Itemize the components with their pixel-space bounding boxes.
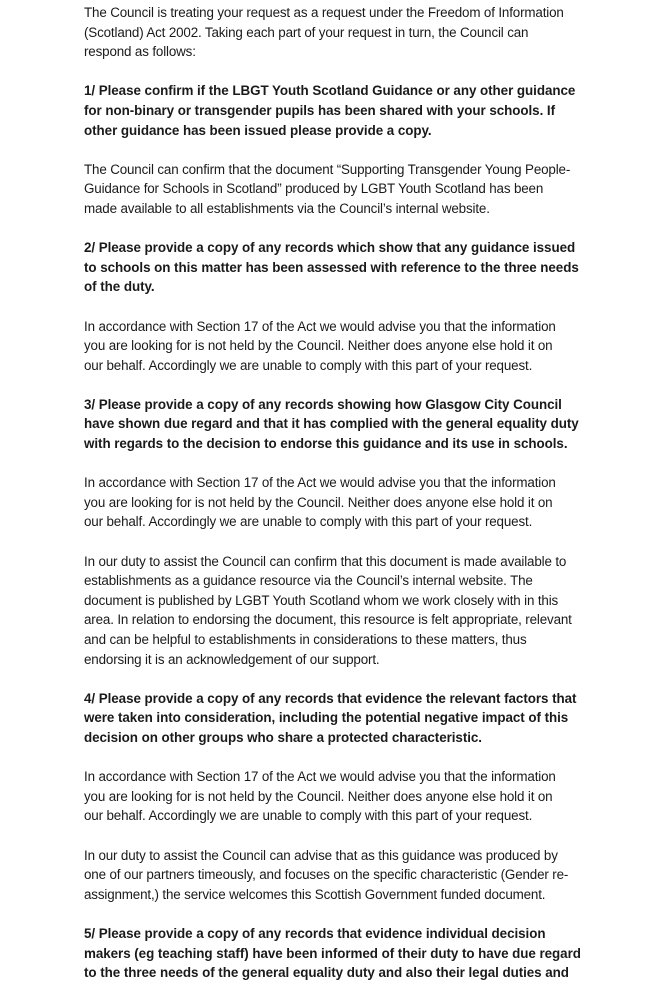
text-line: you are looking for is not held by the Council. Neither does anyone else hold it on	[84, 338, 553, 354]
text-line: our behalf. Accordingly we are unable to comply with this part of your request.	[84, 808, 533, 824]
text-line: (Scotland) Act 2002. Taking each part of your request in turn, the Council can	[84, 24, 529, 40]
answer-2	[84, 317, 624, 376]
text-line: with regards to the decision to endorse this guidance and its use in schools.	[84, 436, 568, 452]
text-line: to the three needs of the general equality duty and also their legal duties and	[84, 965, 569, 981]
text-line: to schools on this matter has been assessed with reference to the three needs	[84, 259, 579, 275]
answer-4b	[84, 846, 624, 905]
text-line: In accordance with Section 17 of the Act we would advise you that the information	[84, 769, 556, 785]
text-line: for non-binary or transgender pupils has been shared with your schools. If	[84, 102, 555, 118]
question-4	[84, 689, 624, 748]
text-line: Guidance for Schools in Scotland” produced by LGBT Youth Scotland has been	[84, 181, 544, 197]
text-line: were taken into consideration, including the potential negative impact of this	[84, 710, 569, 726]
text-line: 3/ Please provide a copy of any records showing how Glasgow City Council	[84, 396, 562, 412]
text-line: other guidance has been issued please provide a copy.	[84, 122, 432, 138]
answer-3b	[84, 552, 624, 670]
text-line: made available to all establishments via the Council’s internal website.	[84, 200, 490, 216]
text-line: you are looking for is not held by the Council. Neither does anyone else hold it on	[84, 494, 553, 510]
text-line: document is published by LGBT Youth Scotland whom we work closely with in this	[84, 592, 559, 608]
text-line: The Council can confirm that the document “Supporting Transgender Young People-	[84, 161, 571, 177]
text-line: 2/ Please provide a copy of any records which show that any guidance issued	[84, 240, 576, 256]
text-line: In accordance with Section 17 of the Act we would advise you that the information	[84, 318, 556, 334]
text-line: In our duty to assist the Council can confirm that this document is made available to	[84, 553, 567, 569]
text-line: 5/ Please provide a copy of any records that evidence individual decision	[84, 925, 546, 941]
text-line: of the duty.	[84, 279, 155, 295]
question-2	[84, 238, 624, 297]
text-line: establishments as a guidance resource via the Council’s internal website. The	[84, 573, 533, 589]
question-5	[84, 924, 624, 983]
question-1	[84, 81, 624, 140]
text-line: 4/ Please provide a copy of any records that evidence the relevant factors that	[84, 690, 577, 706]
text-line: you are looking for is not held by the Council. Neither does anyone else hold it on	[84, 788, 553, 804]
answer-3a	[84, 473, 624, 532]
text-line: area. In relation to endorsing the document, this resource is felt appropriate, relevant	[84, 612, 572, 628]
text-line: our behalf. Accordingly we are unable to comply with this part of your request.	[84, 514, 533, 530]
text-line: our behalf. Accordingly we are unable to comply with this part of your request.	[84, 357, 533, 373]
intro-paragraph	[84, 3, 624, 62]
text-line: decision on other groups who share a protected characteristic.	[84, 729, 482, 745]
text-line: one of our partners timeously, and focuses on the specific characteristic (Gender re-	[84, 867, 569, 883]
text-line: respond as follows:	[84, 44, 196, 60]
text-line: In our duty to assist the Council can advise that as this guidance was produced by	[84, 847, 558, 863]
text-line: The Council is treating your request as a request under the Freedom of Information	[84, 5, 564, 20]
text-line: In accordance with Section 17 of the Act we would advise you that the information	[84, 475, 556, 491]
answer-1	[84, 160, 624, 219]
text-line: makers (eg teaching staff) have been informed of their duty to have due regard	[84, 945, 581, 961]
text-line: 1/ Please confirm if the LBGT Youth Scotland Guidance or any other guidance	[84, 83, 576, 99]
text-line: have shown due regard and that it has complied with the general equality duty	[84, 416, 579, 432]
question-3	[84, 395, 624, 454]
text-line: endorsing it is an acknowledgement of our support.	[84, 651, 380, 667]
text-line: and can be helpful to establishments in considerations to these matters, thus	[84, 632, 527, 647]
text-line: assignment,) the service welcomes this Scottish Government funded document.	[84, 886, 546, 902]
answer-4a	[84, 767, 624, 826]
document-page	[84, 3, 624, 1002]
